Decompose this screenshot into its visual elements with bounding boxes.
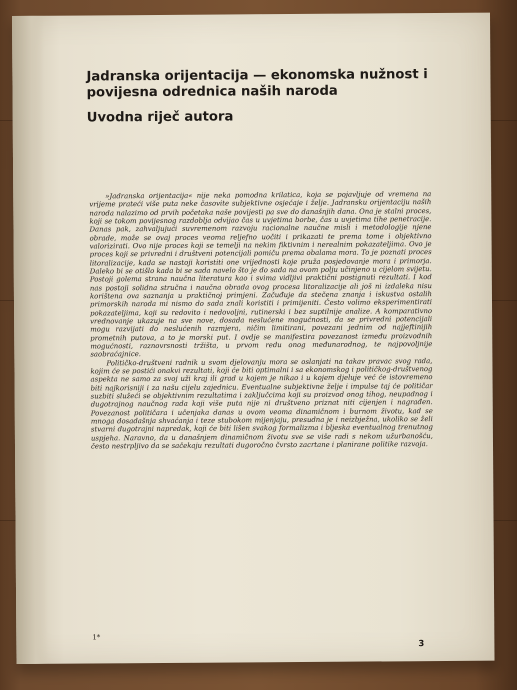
page-number: 3 xyxy=(418,639,425,650)
chapter-title: Jadranska orijentacija — ekonomska nužnost i povijesna odrednica naših naroda xyxy=(86,67,428,100)
paragraph-2: Političko-društveni radnik u svom djelovanju mora se oslanjati na takav pravac svog rada, kojim će se postići onakvi rezultati, koji će biti optimalni i sa ekonomskog i političkog-društvenog aspekta ne samo za svoj uži kraj ili grad u kojem je nikao i u kojem djeluje već će istovremeno biti najkorisniji i za našu cijelu zajednicu. Eventualne subjektivne želje i impulse taj će političar suzbiti služeći se objektivnim rezultatima i zaključcima koji su proizvod onog tihog, neupadnog i dugotrajnog naučnog rada koji više puta nije ni društveno priznat niti cijenjen i nagrađen. Povezanost političara i učenjaka danas u ovom veoma dinamičnom i burnom životu, kad se mnoga dosadašnja shvaćanja i teze stubokom mijenjaju, presudna je i neizbježna, ukoliko se želi stvarni dugotrajni napredak, koji će biti lišen svakog formalizma i bljeska eventualnog trenutnog uspjeha. Naravno, da u današnjem dinamičnom životu sve se više radi s nekom užurbanošću, često nestrpljivo da se sačekaju rezultati dugoročno čvrsto zacrtane i planirane politike razvoja. xyxy=(90,356,433,451)
page-binding xyxy=(12,16,49,664)
paragraph-1: »Jadranska orijentacija« nije neka pomodna krilatica, koja se pojavljuje od vremena na vrijeme prateći više puta neke časovite subjektivne osjećaje i želje. Jadransku orijentaciju naših naroda nalazimo od prvih početaka naše povijesti pa sve do današnjih dana. Ona je stalni proces, koji se tokom povijesnog razdoblja odvijao čas u uvjetima borbe, čas u uvjetima tihe penetracije. Danas pak, zahvaljujući suvremenom razvoju racionalne naučne misli i metodologije njene obrade, može se ovaj proces veoma reljefno uočiti i prikazati te prema tome i objektivno valorizirati. Ovo nije proces koji se temelji na nekim fiktivnim i nerealnim pokazateljima. Ovo je proces koji se privredni i društveni potencijali pomiču prema obalama mora. To je poznati proces litoralizacije, kada se nastoji koristiti one vrijednosti koje pruža posjedovanje mora i primorja. Daleko bi se otišlo kada bi se sada navelo što je do sada na ovom polju učinjeno u cijelom svijetu. Postoji golema strana naučna literatura kao i svima vidljivi praktični postignuti rezultati. I kod nas postoji solidna stručna i naučna obrada ovog procesa litoralizacije ali još ni izdaleka nisu korištena ova saznanja u praktičnoj primjeni. Začuđuje da stečena znanja i iskustva ostalih primorskih naroda mi nismo do sada znali koristiti i primijeniti. Često volimo eksperimentirati pokazateljima, koji su redovito i nedovoljni, rutinerski i bez suptilnije analize. A komparativno vrednovanje ukazuje na sve nove, dosada neslućene mogućnosti, da se privredni potencijali mogu razvijati do neslućenih razmjera, ničim limitirani, povezani jednim od najjeftinijih prometnih putova, a to je morski put. I ovdje se manifestira povezanost između proizvodnih mogućnosti, raznovrsnosti tržišta, u prvom redu onog međunarodnog, te najpovoljnije saobraćajnice. xyxy=(89,190,433,359)
body-text xyxy=(89,190,433,451)
chapter-header xyxy=(86,67,436,126)
footnote-mark: 1* xyxy=(92,633,101,642)
book-page xyxy=(12,13,495,664)
chapter-subtitle: Uvodna riječ autora xyxy=(86,109,234,126)
